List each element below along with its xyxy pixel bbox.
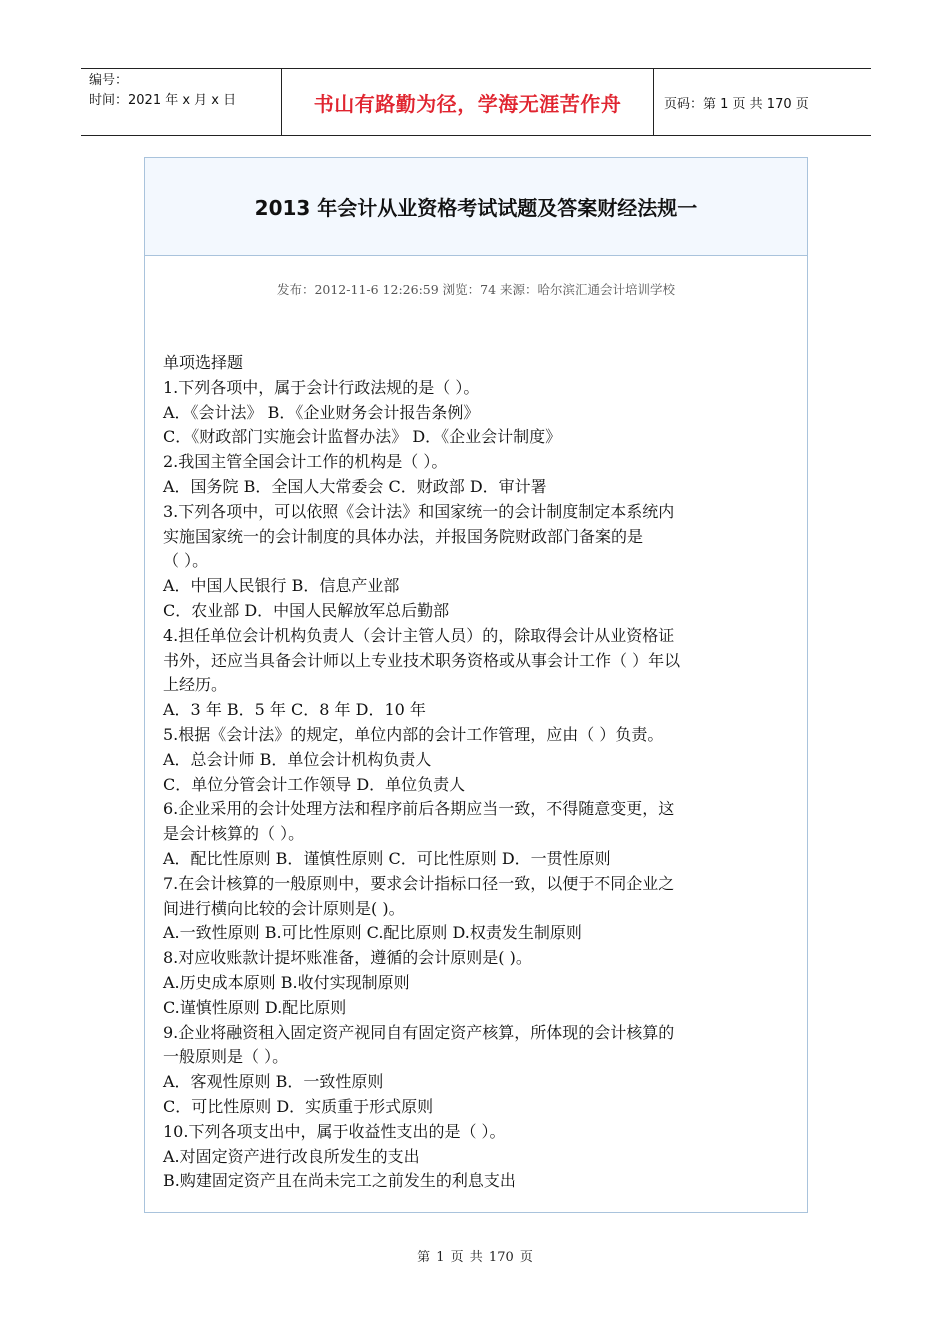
body-line: C．农业部 D．中国人民解放军总后勤部 xyxy=(163,600,450,620)
body-line: 一般原则是（ ）。 xyxy=(163,1047,289,1067)
article-frame xyxy=(144,157,808,1213)
body-line: 4.担任单位会计机构负责人（会计主管人员）的，除取得会计从业资格证 xyxy=(163,625,675,645)
body-line: 1.下列各项中，属于会计行政法规的是（ ）。 xyxy=(163,377,480,397)
body-line: 2.我国主管全国会计工作的机构是（ ）。 xyxy=(163,452,448,472)
body-line: A．总会计师 B．单位会计机构负责人 xyxy=(163,749,432,769)
body-line: A．配比性原则 B．谨慎性原则 C．可比性原则 D．一贯性原则 xyxy=(163,848,611,868)
body-line: 是会计核算的（ ）。 xyxy=(163,824,305,844)
body-line: C．可比性原则 D．实质重于形式原则 xyxy=(163,1096,434,1116)
body-line: A.对固定资产进行改良所发生的支出 xyxy=(163,1146,420,1166)
section-heading: 单项选择题 xyxy=(163,353,244,372)
page-header xyxy=(81,68,871,136)
body-line: B.购建固定资产且在尚未完工之前发生的利息支出 xyxy=(163,1171,516,1191)
body-line: 10.下列各项支出中，属于收益性支出的是（ ）。 xyxy=(163,1121,506,1141)
body-line: A．中国人民银行 B．信息产业部 xyxy=(163,576,400,596)
document-number-label: 编号： xyxy=(89,73,129,88)
body-line: A．客观性原则 B．一致性原则 xyxy=(163,1072,384,1092)
header-meta xyxy=(81,69,281,135)
body-line: 7.在会计核算的一般原则中，要求会计指标口径一致，以便于不同企业之 xyxy=(163,873,675,893)
body-line: 实施国家统一的会计制度的具体办法，并报国务院财政部门备案的是 xyxy=(163,526,644,546)
article-body xyxy=(163,351,793,1194)
header-page-info: 页码：第 1 页 共 170 页 xyxy=(664,96,809,112)
article-meta: 发布：2012-11-6 12:26:59 浏览：74 来源：哈尔滨汇通会计培训学校 xyxy=(276,282,676,297)
body-line: C．单位分管会计工作领导 D．单位负责人 xyxy=(163,774,466,794)
body-line: A．《会计法》 B．《企业财务会计报告条例》 xyxy=(163,402,480,422)
body-line: 3.下列各项中，可以依照《会计法》和国家统一的会计制度制定本系统内 xyxy=(163,501,675,521)
body-line: 上经历。 xyxy=(163,675,228,695)
body-line: 书外，还应当具备会计师以上专业技术职务资格或从事会计工作（ ）年以 xyxy=(163,650,681,670)
body-line: A.历史成本原则 B.收付实现制原则 xyxy=(163,972,410,992)
body-line: 8.对应收账款计提坏账准备，遵循的会计原则是( )。 xyxy=(163,948,532,968)
body-line: A.一致性原则 B.可比性原则 C.配比原则 D.权责发生制原则 xyxy=(163,923,582,943)
page-footer: 第 1 页 共 170 页 xyxy=(417,1250,533,1265)
body-line: 6.企业采用的会计处理方法和程序前后各期应当一致，不得随意变更，这 xyxy=(163,799,675,819)
body-line: A．3 年 B．5 年 C．8 年 D．10 年 xyxy=(163,700,426,720)
body-line: 9.企业将融资租入固定资产视同自有固定资产核算，所体现的会计核算的 xyxy=(163,1022,675,1042)
body-line: C．《财政部门实施会计监督办法》 D．《企业会计制度》 xyxy=(163,427,562,447)
body-line: （ ）。 xyxy=(163,551,209,571)
body-line: 间进行横向比较的会计原则是( )。 xyxy=(163,898,405,918)
article-title: 2013 年会计从业资格考试试题及答案财经法规一 xyxy=(145,158,807,256)
body-line: 5.根据《会计法》的规定，单位内部的会计工作管理，应由（ ）负责。 xyxy=(163,724,664,744)
body-line: A．国务院 B．全国人大常委会 C．财政部 D．审计署 xyxy=(163,476,547,496)
header-motto: 书山有路勤为径，学海无涯苦作舟 xyxy=(281,69,654,135)
body-line: C.谨慎性原则 D.配比原则 xyxy=(163,997,347,1017)
document-date: 时间：2021 年 x 月 x 日 xyxy=(89,93,237,108)
